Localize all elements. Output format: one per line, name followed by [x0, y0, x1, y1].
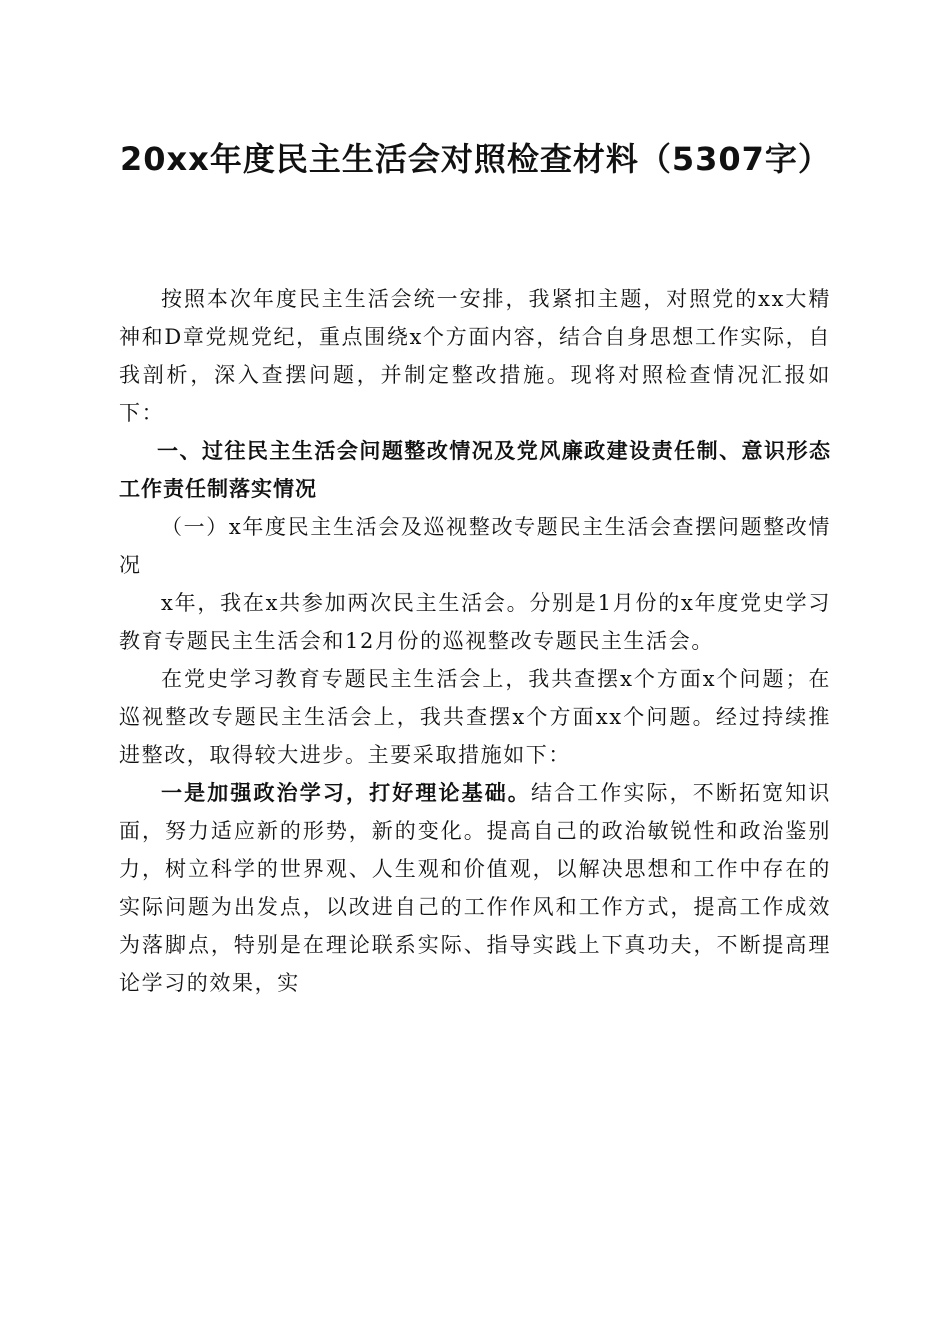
- document-title: 20xx年度民主生活会对照检查材料（5307字）: [120, 140, 831, 178]
- paragraph-lead: 一是加强政治学习，打好理论基础。: [161, 780, 531, 805]
- body-paragraph: x年，我在x共参加两次民主生活会。分别是1月份的x年度党史学习教育专题民主生活会和12月份的巡视整改专题民主生活会。: [119, 591, 831, 653]
- subsection-heading: （一）x年度民主生活会及巡视整改专题民主生活会查摆问题整改情况: [119, 515, 831, 577]
- paragraph-text: 结合工作实际，不断拓宽知识面，努力适应新的形势，新的变化。提高自己的政治敏锐性和政治鉴别力，树立科学的世界观、人生观和价值观，以解决思想和工作中存在的实际问题为出发点，以改进自己的工作作风和工作方式，提高工作成效为落脚点，特别是在理论联系实际、指导实践上下真功夫，不断提高理论学习的效果，实: [119, 781, 831, 995]
- section-heading: 一、过往民主生活会问题整改情况及党风廉政建设责任制、意识形态工作责任制落实情况: [119, 439, 831, 501]
- intro-paragraph: 按照本次年度民主生活会统一安排，我紧扣主题，对照党的xx大精神和D章党规党纪，重点围绕x个方面内容，结合自身思想工作实际，自我剖析，深入查摆问题，并制定整改措施。现将对照检查情况汇报如下：: [119, 287, 831, 425]
- body-paragraph: [119, 774, 831, 1002]
- document-body: [119, 280, 831, 1002]
- body-paragraph: 在党史学习教育专题民主生活会上，我共查摆x个方面x个问题；在巡视整改专题民主生活会上，我共查摆x个方面xx个问题。经过持续推进整改，取得较大进步。主要采取措施如下：: [119, 667, 831, 767]
